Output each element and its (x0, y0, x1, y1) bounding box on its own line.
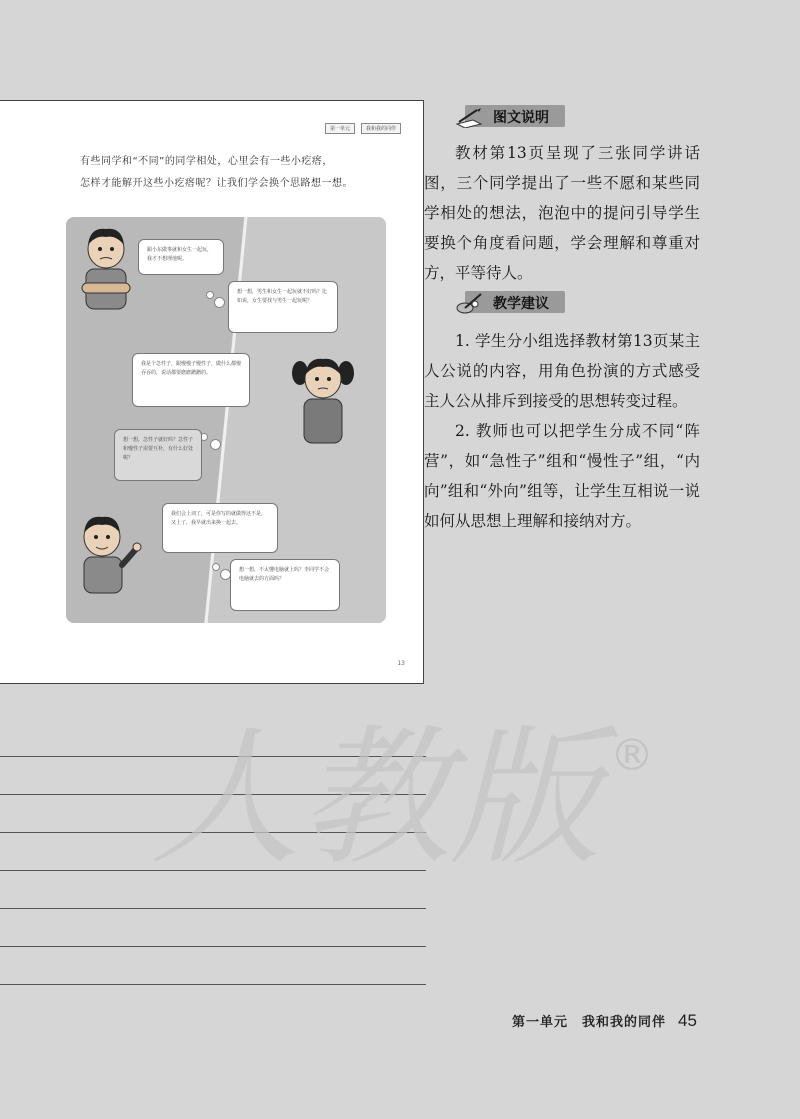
comic-panel (66, 217, 386, 623)
note-line (0, 946, 426, 947)
inner-header-tag: 第一单元 (325, 123, 355, 134)
section-heading-illustration (455, 106, 555, 128)
section-heading-text: 图文说明 (493, 110, 549, 126)
footer-unit-title: 第一单元 我和我的同伴 (512, 1015, 667, 1030)
page-number: 45 (678, 1011, 697, 1030)
section-body-suggestions (424, 326, 700, 536)
thought-dot (210, 439, 221, 450)
thought-bubble-2: 想一想，急性子就好吗？急性子和慢性子需要互补，有什么好处呢？ (114, 429, 202, 481)
section-heading-text: 教学建议 (493, 296, 549, 312)
watermark-registered-mark: ® (610, 730, 654, 781)
inner-intro-text (80, 151, 400, 195)
teacher-pen-icon (455, 292, 483, 314)
thought-dot (214, 297, 225, 308)
page-footer (512, 1011, 697, 1031)
thought-bubble-1: 想一想，男生和女生一起玩就不好吗？比如说，女生要找与男生一起玩呢？ (228, 281, 338, 333)
note-line (0, 908, 426, 909)
boy-crossed-arms-illustration (76, 225, 136, 315)
inner-textbook-page (0, 100, 424, 684)
paragraph: 1. 学生分小组选择教材第13页某主人公说的内容，用角色扮演的方式感受主人公从排斥到接受的思想转变过程。 (424, 332, 700, 410)
inner-intro-line: 怎样才能解开这些小疙瘩呢？让我们学会换个思路想一想。 (80, 178, 353, 189)
section-heading-suggestions (455, 292, 555, 314)
speech-bubble-2: 我是个急性子，跟慢慢子慢性子，做什么都慢吞吞的，说话都要磨磨蹭蹭的。 (132, 353, 250, 407)
speech-bubble-1: 跟小东做事就和女生一起玩，我才不想理他呢。 (138, 239, 224, 275)
section-body-illustration (424, 138, 700, 288)
thought-dot (212, 563, 220, 571)
inner-page-number: 13 (397, 660, 405, 667)
thought-bubble-3: 想一想，不太懂电脑就上吗？李同学不会电脑就去的方面吗？ (230, 559, 340, 611)
publisher-watermark (140, 690, 670, 880)
inner-header-tags (325, 123, 401, 134)
speech-bubble-3: 我们会上词了，可是你写的就做得这不是，又上了，我早就出来换一起去。 (162, 503, 278, 553)
girl-pigtails-illustration (288, 351, 358, 451)
boy-waving-illustration (70, 513, 142, 609)
paragraph: 教材第13页呈现了三张同学讲话图，三个同学提出了一些不愿和某些同学相处的想法，泡泡中的提问引导学生要换个角度看问题，学会理解和尊重对方，平等待人。 (424, 144, 700, 282)
watermark-text: 人教版 (150, 712, 601, 880)
note-line (0, 984, 426, 985)
inner-intro-line: 有些同学和“不同”的同学相处，心里会有一些小疙瘩， (80, 156, 333, 167)
pen-and-book-icon (455, 106, 483, 128)
inner-header-tag: 我和我的同伴 (361, 123, 401, 134)
paragraph: 2. 教师也可以把学生分成不同“阵营”，如“急性子”组和“慢性子”组，“内向”组和“外向”组等，让学生互相说一说如何从思想上理解和接纳对方。 (424, 422, 700, 530)
thought-dot (206, 291, 214, 299)
